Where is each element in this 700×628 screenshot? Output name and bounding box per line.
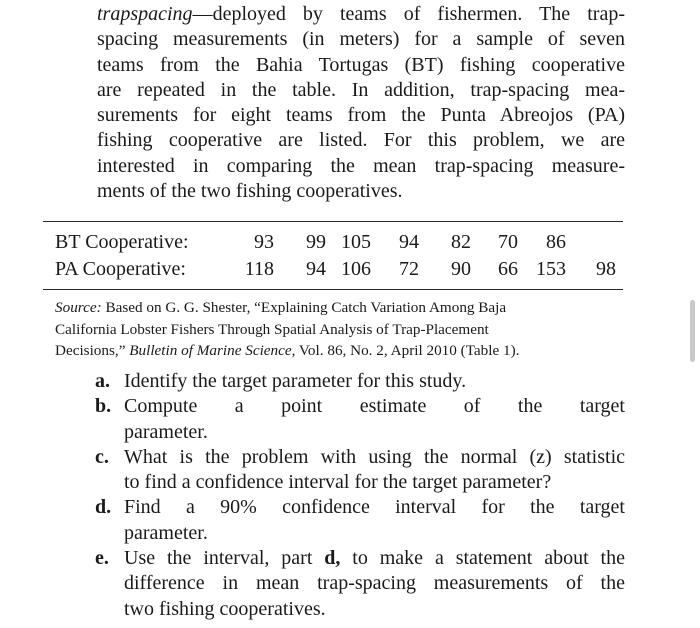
question-b: b. Compute a point estimate of the target parameter.: [95, 395, 625, 443]
term-trapspacing: trapspacing: [97, 3, 193, 25]
question-letter: e.: [95, 547, 109, 570]
pa-value: 98: [596, 258, 616, 280]
table-top-rule: [43, 221, 623, 222]
bt-value: 82: [451, 231, 471, 253]
source-prefix: Source:: [55, 299, 102, 316]
intro-line: trapspacing—deployed by teams of fishermen. The trap-: [97, 3, 625, 25]
question-letter: b.: [95, 395, 112, 418]
intro-line: fishing cooperative are listed. For this problem, we are: [97, 129, 625, 152]
bt-label: BT Cooperative:: [55, 231, 189, 253]
pa-value: 153: [536, 258, 566, 280]
pa-value: 72: [399, 258, 419, 280]
question-a: a. Identify the target parameter for this study.: [95, 369, 625, 394]
intro-line: surements for eight teams from the Punta Abreojos (PA): [97, 104, 625, 127]
intro-line: teams from the Bahia Tortugas (BT) fishing cooperative: [97, 53, 625, 76]
intro-line: interested in comparing the mean trap-spacing measure-: [97, 154, 625, 177]
pa-label: PA Cooperative:: [55, 258, 186, 280]
source-citation: Source: Based on G. G. Shester, “Explaining Catch Variation Among Baja California Lobster Fishers Through Spatial Analysis of Trap-Placement Decisions,” Bulletin of Marine Science, Vol. 86, No. 2, April 2010 (Table 1).: [55, 299, 520, 359]
question-letter: d.: [95, 496, 112, 519]
intro-paragraph: [97, 2, 625, 204]
pa-value: 66: [498, 258, 518, 280]
bt-value: 94: [399, 231, 419, 253]
question-list: [95, 369, 625, 622]
pa-value: 118: [244, 258, 274, 280]
intro-line: ments of the two fishing cooperatives.: [97, 180, 403, 203]
pa-value: 106: [341, 258, 371, 280]
scrollbar-thumb[interactable]: [690, 300, 695, 362]
bt-value: 86: [546, 231, 566, 253]
intro-line: are repeated in the table. In addition, trap-spacing mea-: [97, 78, 625, 101]
journal-title: Bulletin of Marine Science,: [129, 342, 296, 359]
pa-value: 90: [451, 258, 471, 280]
bt-value: 70: [498, 231, 518, 253]
bt-value: 105: [341, 231, 371, 253]
question-letter: c.: [95, 445, 109, 468]
question-c: c. What is the problem with using the normal (z) statistic to find a confidence interval for the target parameter?: [95, 445, 625, 494]
pa-value: 94: [306, 258, 326, 280]
intro-line: spacing measurements (in meters) for a sample of seven: [97, 28, 625, 51]
question-e: e. Use the interval, part d, to make a statement about the difference in mean trap-spacing measurements of the two fishing cooperatives.: [95, 547, 625, 620]
bt-value: 93: [254, 231, 274, 253]
bt-value: 99: [306, 231, 326, 253]
table-bottom-rule: [43, 289, 623, 290]
question-letter: a.: [95, 370, 110, 392]
question-d: d. Find a 90% confidence interval for the target parameter.: [95, 496, 625, 544]
